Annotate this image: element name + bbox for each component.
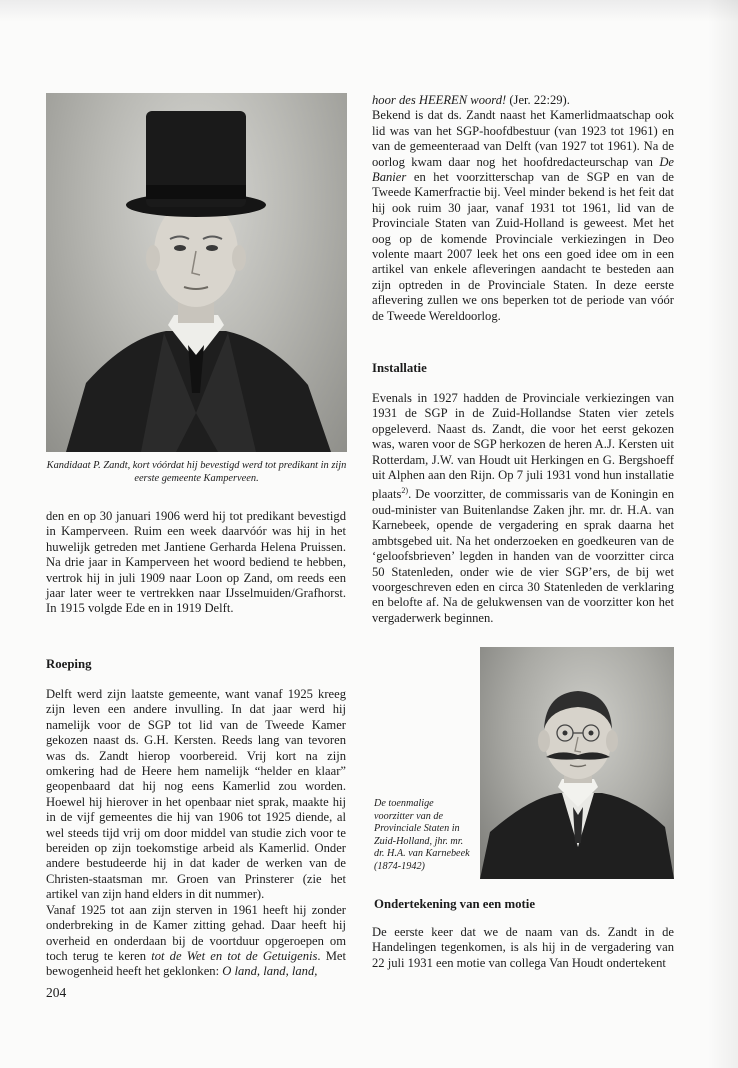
roeping-p2-start: Vanaf 1925 tot aan zijn sterven in 1961 heeft hij zonder onderbreking in de Kamer zitting gehad. Daar heeft hij overheid en onderdaan bij de voortduur opgeroepen om toch terug te keren [46,902,346,963]
right-paragraph-1 [372,108,674,324]
right-p1-a: Bekend is dat ds. Zandt naast het Kamerlidmaatschap ook lid was van het SGP-hoofdbestuur (van 1923 tot 1961) en van de gemeenteraad van Delft (van 1927 tot 1961). Na de oorlog kwam daar nog het hoofdredacteurschap van [372,108,674,169]
roeping-paragraph-1: Delft werd zijn laatste gemeente, want vanaf 1925 kreeg zijn leven een andere invulling. In dat jaar werd hij namelijk voor de SGP tot lid van de Tweede Kamer gekozen naast ds. G.H. Kersten. Reeds lang van tevoren was ds. Zandt hierop voorbereid. Vrij kort na zijn omkering had de Heere hem namelijk “helder en klaar” geopenbaard dat hij nog eens Kamerlid zou worden. Hoewel hij hierover in het openbaar niet sprak, maakte hij in de vijf gemeentes die hij van 1906 tot 1925 diende, al wel steeds tijd vrij om door middel van studie zich voor te bereiden op zijn toekomstige arbeid als Kamerlid. Onder andere bestudeerde hij in dat kader de werken van de Christen-staatsman mr. Groen van Prinsterer (zie het artikel van zijn hand elders in dit nummer). [46,687,346,902]
continuation-italic: hoor des HEEREN woord! [372,93,507,107]
installatie-section [372,391,674,626]
heading-installatie: Installatie [372,361,427,375]
roeping-p2-italic2: O land, land, land, [222,964,318,979]
portrait-photo-karnebeek [480,647,674,879]
scan-edge-shadow [708,0,738,1068]
motie-paragraph: De eerste keer dat we de naam van ds. Zandt in de Handelingen tegenkomen, is als hij in de vergadering van 22 juli 1931 een motie van collega Van Houdt ondertekent [372,925,674,970]
installatie-text: Evenals in 1927 hadden de Provinciale verkiezingen van 1931 de SGP in de Zuid-Hollandse Staten vier zetels opgeleverd. Naast ds. Zandt, die voor het eerst gekozen was, waren voor de SGP herkozen de heren A.J. Kersten uit Rotterdam, J.W. van Houdt uit Herkingen en G. Bergshoeff uit Alphen aan den Rijn. Op 7 juli 1931 vond hun installatie plaats [372,391,674,502]
portrait-photo-zandt [46,93,347,452]
roeping-section [46,687,346,980]
heading-roeping: Roeping [46,657,92,671]
page-number: 204 [46,985,67,1000]
motie-section [372,925,674,971]
installatie-paragraph [372,391,674,626]
heading-motie: Ondertekening van een motie [374,897,536,911]
installatie-text-end: . De voorzitter, de commissaris van de Koningin en oud-minister van Buitenlandse Zaken jhr. mr. dr. H.A. van Karnebeek, opende de vergadering en sprak daarna het ambtsgebed uit. Na het onderzoeken en goedkeuren van de ‘geloofsbrieven’ legden in handen van de voorzitter circa 50 Statenleden, onder wie de vier SGP’ers, de bij wet voorgeschreven eden en circa 30 Statenleden de verklaring en belofte af. Na de gelukwensen van de voorzitter kon het vergaderwerk beginnen. [372,487,674,625]
right-p1-italic: De Banier [372,154,674,185]
right-p1-b: en het voorzitterschap van de SGP en van de Tweede Kamerfractie bij. Veel minder bekend is het feit dat hij ook ruim 30 jaar, vanaf 1931 tot 1961, lid van de Provinciale Staten van Zuid-Holland is geweest. Met het oog op de komende Provinciale verkiezingen in Deo volente maart 2007 leek het ons een goed idee om in een artikel van enkele afleveringen aandacht te besteden aan zijn optreden in de Provinciale Staten. In deze eerste aflevering zullen we ons beperken tot de periode van vóór de Tweede Wereldoorlog. [372,170,674,323]
footnote-ref: 2) [401,486,409,496]
photo1-caption: Kandidaat P. Zandt, kort vóórdat hij bevestigd werd tot predikant in zijn eerste gemeente Kamperveen. [46,460,347,484]
photo2-caption: De toenmalige voorzitter van de Provinciale Staten in Zuid-Holland, jhr. mr. dr. H.A. van Karnebeek (1874-1942) [374,798,470,872]
roeping-p2-mid: . Met bewogenheid heeft het geklonken: [46,948,346,979]
portrait-karnebeek-illustration [480,647,674,879]
continuation-ref: (Jer. 22:29). [506,93,570,107]
scan-top-strip [0,0,738,22]
roeping-p2-italic1: tot de Wet en tot de Getuigenis [151,948,318,963]
left-column [46,509,346,617]
right-column [372,93,674,324]
roeping-paragraph-2 [46,903,346,980]
continuation-line [372,93,674,108]
portrait-zandt-illustration [46,93,347,452]
left-intro-paragraph: den en op 30 januari 1906 werd hij tot predikant bevestigd in Kamperveen. Ruim een week daarvóór was hij in het huwelijk getreden met Jantiene Gerharda Helena Pruissen. Na drie jaar in Kamperveen het woord bediend te hebben, vertrok hij in juli 1909 naar Loon op Zand, om reeds een jaar later weer te vertrekken naar IJsselmuiden/Grafhorst. In 1915 volgde Ede en in 1919 Delft. [46,509,346,616]
